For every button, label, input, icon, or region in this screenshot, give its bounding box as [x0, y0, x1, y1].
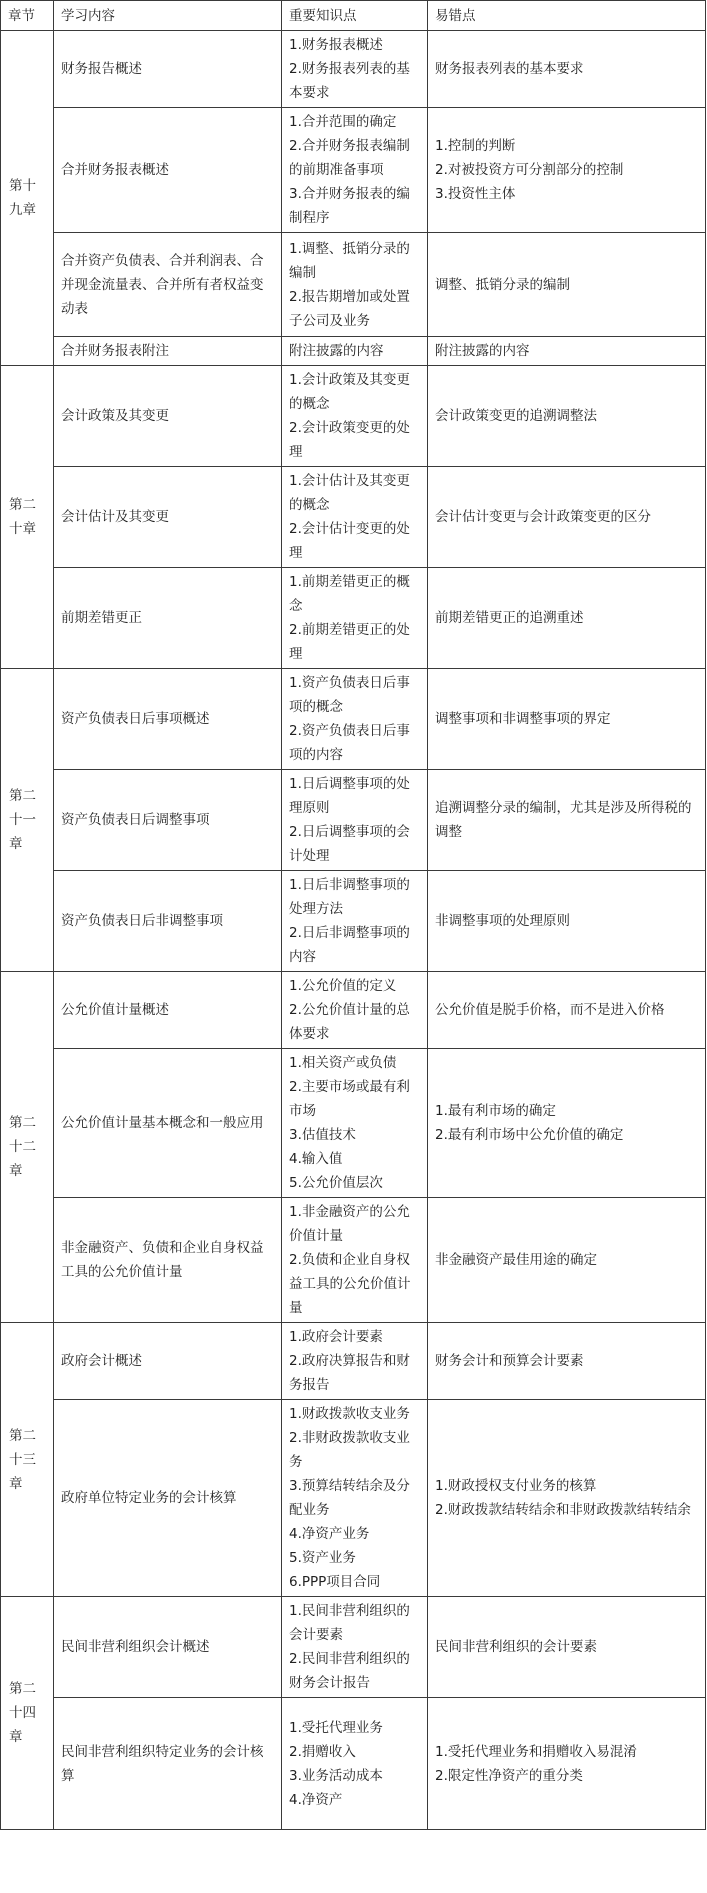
key-point-item: 1.相关资产或负债 — [289, 1055, 397, 1071]
error-points-cell — [428, 972, 706, 1049]
key-points-cell — [282, 770, 428, 871]
key-point-item: 2.财务报表列表的基本要求 — [289, 61, 410, 101]
key-point-item: 2.日后非调整事项的内容 — [289, 925, 410, 965]
error-point-item: 2.最有利市场中公允价值的确定 — [435, 1127, 624, 1143]
table-row — [1, 1597, 706, 1698]
key-point-item: 1.资产负债表日后事项的概念 — [289, 675, 410, 715]
table-row — [1, 770, 706, 871]
table-row — [1, 1323, 706, 1400]
table-row — [1, 233, 706, 337]
key-points-cell — [282, 337, 428, 366]
key-point-item: 1.非金融资产的公允价值计量 — [289, 1204, 410, 1244]
error-point-item: 会计估计变更与会计政策变更的区分 — [435, 509, 651, 525]
error-points-cell — [428, 568, 706, 669]
error-points-cell — [428, 1597, 706, 1698]
content-cell: 合并资产负债表、合并利润表、合并现金流量表、合并所有者权益变动表 — [54, 233, 282, 337]
key-point-item: 1.财务报表概述 — [289, 37, 383, 53]
key-point-item: 2.民间非营利组织的财务会计报告 — [289, 1651, 410, 1691]
error-points-cell — [428, 1198, 706, 1323]
error-point-item: 前期差错更正的追溯重述 — [435, 610, 584, 626]
error-points-cell — [428, 1049, 706, 1198]
key-point-item: 2.会计政策变更的处理 — [289, 420, 410, 460]
error-point-item: 非金融资产最佳用途的确定 — [435, 1252, 597, 1268]
key-point-item: 1.日后非调整事项的处理方法 — [289, 877, 410, 917]
key-point-item: 6.PPP项目合同 — [289, 1574, 381, 1590]
key-points-cell — [282, 1198, 428, 1323]
error-point-item: 1.受托代理业务和捐赠收入易混淆 — [435, 1743, 637, 1760]
key-points-cell — [282, 366, 428, 467]
key-point-item: 1.日后调整事项的处理原则 — [289, 776, 410, 816]
key-point-item: 3.估值技术 — [289, 1127, 356, 1143]
error-point-item: 非调整事项的处理原则 — [435, 913, 570, 929]
error-point-item: 财务会计和预算会计要素 — [435, 1353, 584, 1369]
error-point-item: 调整事项和非调整事项的界定 — [435, 711, 611, 727]
key-point-item: 2.会计估计变更的处理 — [289, 521, 410, 561]
key-point-item: 1.财政拨款收支业务 — [289, 1406, 410, 1422]
error-point-item: 2.限定性净资产的重分类 — [435, 1767, 583, 1784]
content-cell: 民间非营利组织会计概述 — [54, 1597, 282, 1698]
chapter-cell: 第二十四章 — [1, 1597, 54, 1830]
content-cell: 政府会计概述 — [54, 1323, 282, 1400]
key-point-item: 1.合并范围的确定 — [289, 114, 397, 130]
error-points-cell — [428, 1323, 706, 1400]
key-point-item: 5.公允价值层次 — [289, 1175, 383, 1191]
key-points-cell — [282, 467, 428, 568]
key-point-item: 5.资产业务 — [289, 1550, 356, 1566]
key-point-item: 4.净资产业务 — [289, 1526, 370, 1542]
table-row — [1, 669, 706, 770]
key-point-item: 1.公允价值的定义 — [289, 978, 397, 994]
key-points-cell — [282, 31, 428, 108]
error-point-item: 2.财政拨款结转结余和非财政拨款结转结余 — [435, 1502, 691, 1518]
key-point-item: 4.净资产 — [289, 1791, 343, 1808]
error-point-item: 财务报表列表的基本要求 — [435, 61, 584, 77]
table-row — [1, 568, 706, 669]
key-point-item: 2.主要市场或最有利市场 — [289, 1079, 410, 1119]
key-point-item: 2.政府决算报告和财务报告 — [289, 1353, 410, 1393]
error-points-cell — [428, 1400, 706, 1597]
chapter-cell: 第二十章 — [1, 366, 54, 669]
key-point-item: 2.资产负债表日后事项的内容 — [289, 723, 410, 763]
error-points-cell — [428, 871, 706, 972]
header-error-points: 易错点 — [428, 1, 706, 31]
key-points-cell — [282, 669, 428, 770]
error-points-cell — [428, 31, 706, 108]
key-points-cell — [282, 108, 428, 233]
error-point-item: 公允价值是脱手价格，而不是进入价格 — [435, 1002, 665, 1018]
content-cell: 公允价值计量概述 — [54, 972, 282, 1049]
key-points-cell — [282, 1597, 428, 1698]
key-point-item: 1.会计政策及其变更的概念 — [289, 372, 410, 412]
key-points-cell — [282, 972, 428, 1049]
content-cell: 合并财务报表附注 — [54, 337, 282, 366]
key-point-item: 1.会计估计及其变更的概念 — [289, 473, 410, 513]
content-cell: 资产负债表日后事项概述 — [54, 669, 282, 770]
key-points-cell — [282, 1049, 428, 1198]
content-cell: 会计估计及其变更 — [54, 467, 282, 568]
table-row — [1, 972, 706, 1049]
chapter-cell: 第二十一章 — [1, 669, 54, 972]
error-point-item: 附注披露的内容 — [435, 343, 530, 359]
error-point-item: 会计政策变更的追溯调整法 — [435, 408, 597, 424]
table-row — [1, 467, 706, 568]
content-cell: 会计政策及其变更 — [54, 366, 282, 467]
key-point-item: 3.业务活动成本 — [289, 1767, 383, 1784]
key-point-item: 2.日后调整事项的会计处理 — [289, 824, 410, 864]
error-points-cell — [428, 337, 706, 366]
key-points-cell — [282, 1698, 428, 1830]
key-point-item: 2.捐赠收入 — [289, 1743, 356, 1760]
key-point-item: 2.合并财务报表编制的前期准备事项 — [289, 138, 410, 178]
key-points-cell — [282, 1400, 428, 1597]
key-point-item: 2.报告期增加或处置子公司及业务 — [289, 288, 410, 329]
key-point-item: 1.政府会计要素 — [289, 1329, 383, 1345]
key-point-item: 1.受托代理业务 — [289, 1719, 383, 1736]
key-point-item: 1.调整、抵销分录的编制 — [289, 240, 410, 281]
error-points-cell — [428, 1698, 706, 1830]
table-row — [1, 1400, 706, 1597]
key-point-item: 2.公允价值计量的总体要求 — [289, 1002, 410, 1042]
table-header-row — [1, 1, 706, 31]
key-points-cell — [282, 871, 428, 972]
key-point-item: 附注披露的内容 — [289, 343, 384, 359]
key-point-item: 2.非财政拨款收支业务 — [289, 1430, 410, 1470]
content-cell: 前期差错更正 — [54, 568, 282, 669]
error-points-cell — [428, 467, 706, 568]
header-key-points: 重要知识点 — [282, 1, 428, 31]
table-row — [1, 366, 706, 467]
content-cell: 非金融资产、负债和企业自身权益工具的公允价值计量 — [54, 1198, 282, 1323]
content-cell: 公允价值计量基本概念和一般应用 — [54, 1049, 282, 1198]
error-points-cell — [428, 233, 706, 337]
content-cell: 财务报告概述 — [54, 31, 282, 108]
key-point-item: 2.前期差错更正的处理 — [289, 622, 410, 662]
chapter-cell: 第二十二章 — [1, 972, 54, 1323]
content-cell: 资产负债表日后调整事项 — [54, 770, 282, 871]
error-point-item: 调整、抵销分录的编制 — [435, 276, 570, 293]
error-point-item: 1.控制的判断 — [435, 138, 516, 154]
key-point-item: 3.合并财务报表的编制程序 — [289, 186, 410, 226]
error-points-cell — [428, 108, 706, 233]
error-point-item: 1.最有利市场的确定 — [435, 1103, 556, 1119]
error-points-cell — [428, 770, 706, 871]
content-cell: 民间非营利组织特定业务的会计核算 — [54, 1698, 282, 1830]
chapter-cell: 第十九章 — [1, 31, 54, 366]
error-point-item: 追溯调整分录的编制，尤其是涉及所得税的调整 — [435, 800, 692, 840]
table-row — [1, 871, 706, 972]
table-row — [1, 337, 706, 366]
key-point-item: 2.负债和企业自身权益工具的公允价值计量 — [289, 1252, 411, 1316]
key-point-item: 1.民间非营利组织的会计要素 — [289, 1603, 410, 1643]
table-row — [1, 1049, 706, 1198]
key-point-item: 1.前期差错更正的概念 — [289, 574, 410, 614]
chapter-cell: 第二十三章 — [1, 1323, 54, 1597]
header-content: 学习内容 — [54, 1, 282, 31]
content-cell: 政府单位特定业务的会计核算 — [54, 1400, 282, 1597]
content-cell: 资产负债表日后非调整事项 — [54, 871, 282, 972]
error-points-cell — [428, 669, 706, 770]
key-point-item: 4.输入值 — [289, 1151, 343, 1167]
error-point-item: 3.投资性主体 — [435, 186, 516, 202]
table-row — [1, 1198, 706, 1323]
table-row — [1, 108, 706, 233]
error-point-item: 民间非营利组织的会计要素 — [435, 1639, 597, 1655]
key-points-cell — [282, 1323, 428, 1400]
content-cell: 合并财务报表概述 — [54, 108, 282, 233]
error-points-cell — [428, 366, 706, 467]
table-row — [1, 31, 706, 108]
error-point-item: 2.对被投资方可分割部分的控制 — [435, 162, 624, 178]
error-point-item: 1.财政授权支付业务的核算 — [435, 1478, 597, 1494]
key-point-item: 3.预算结转结余及分配业务 — [289, 1478, 410, 1518]
table-row — [1, 1698, 706, 1830]
key-points-cell — [282, 568, 428, 669]
key-points-cell — [282, 233, 428, 337]
header-chapter: 章节 — [1, 1, 54, 31]
